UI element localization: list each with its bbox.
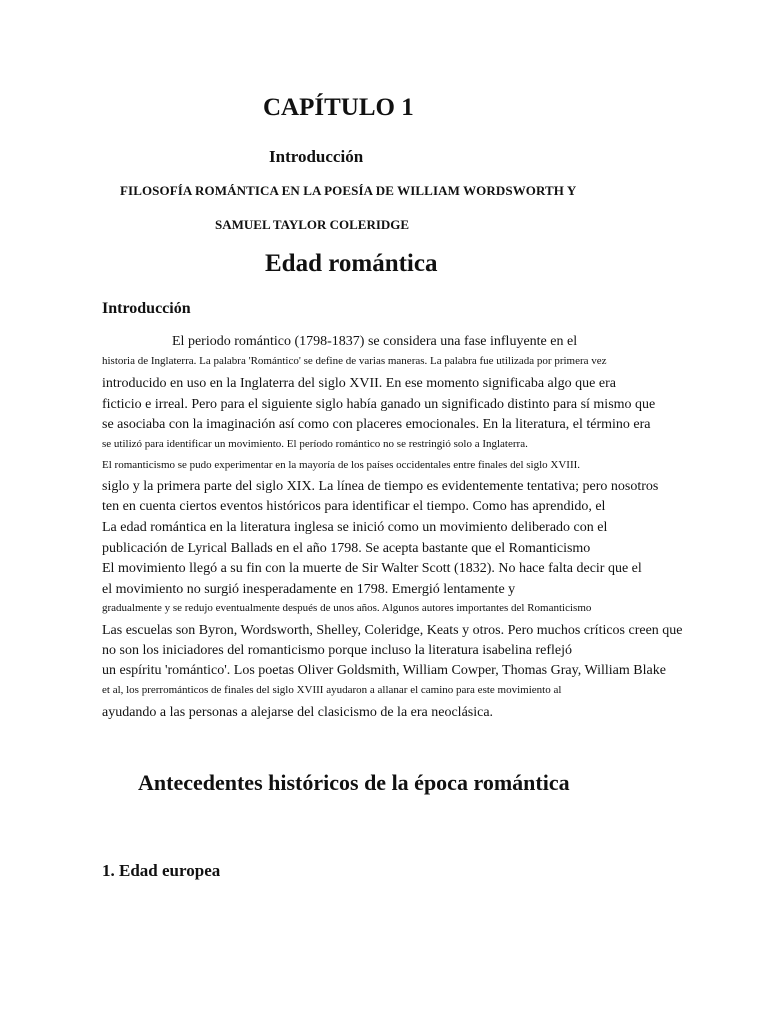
body-line: gradualmente y se redujo eventualmente después de unos años. Algunos autores importantes del Romanticismo <box>102 602 592 614</box>
thesis-title-line-2: SAMUEL TAYLOR COLERIDGE <box>215 217 410 232</box>
body-line: ten en cuenta ciertos eventos históricos para identificar el tiempo. Como has aprendido, el <box>102 499 606 514</box>
body-line: introducido en uso en la Inglaterra del siglo XVII. En ese momento significaba algo que era <box>102 376 616 391</box>
body-line: ficticio e irreal. Pero para el siguiente siglo había ganado un significado distinto para sí mismo que <box>102 397 656 412</box>
body-line: et al, los prerrománticos de finales del siglo XVIII ayudaron a allanar el camino para este movimiento al <box>102 684 562 696</box>
body-line: El romanticismo se pudo experimentar en la mayoría de los países occidentales entre finales del siglo XVIII. <box>102 459 581 471</box>
section-title: Edad romántica <box>265 250 438 277</box>
body-line: El movimiento llegó a su fin con la muerte de Sir Walter Scott (1832). No hace falta decir que el <box>102 561 642 576</box>
chapter-subtitle: Introducción <box>269 147 364 166</box>
body-line: no son los iniciadores del romanticismo porque incluso la literatura isabelina reflejó <box>102 643 573 658</box>
subsection-heading: 1. Edad europea <box>102 861 221 880</box>
chapter-title: CAPÍTULO 1 <box>263 94 414 121</box>
body-line: El periodo romántico (1798-1837) se considera una fase influyente en el <box>172 334 578 349</box>
body-line: ayudando a las personas a alejarse del clasicismo de la era neoclásica. <box>102 705 494 720</box>
antecedentes-heading: Antecedentes históricos de la época romántica <box>138 770 570 795</box>
body-line: el movimiento no surgió inesperadamente en 1798. Emergió lentamente y <box>102 582 516 597</box>
intro-heading: Introducción <box>102 300 191 317</box>
thesis-title-line-1: FILOSOFÍA ROMÁNTICA EN LA POESÍA DE WILLIAM WORDSWORTH Y <box>120 183 577 198</box>
body-line: un espíritu 'romántico'. Los poetas Oliver Goldsmith, William Cowper, Thomas Gray, William Blake <box>102 663 666 678</box>
body-line: historia de Inglaterra. La palabra 'Romántico' se define de varias maneras. La palabra fue utilizada por primera vez <box>102 355 607 367</box>
body-line: Las escuelas son Byron, Wordsworth, Shelley, Coleridge, Keats y otros. Pero muchos críticos creen que <box>102 623 683 638</box>
body-line: siglo y la primera parte del siglo XIX. La línea de tiempo es evidentemente tentativa; pero nosotros <box>102 479 659 494</box>
body-line: se utilizó para identificar un movimiento. El período romántico no se restringió solo a Inglaterra. <box>102 438 528 450</box>
body-line: publicación de Lyrical Ballads en el año 1798. Se acepta bastante que el Romanticismo <box>102 541 591 556</box>
body-line: La edad romántica en la literatura inglesa se inició como un movimiento deliberado con el <box>102 520 608 535</box>
body-line: se asociaba con la imaginación así como con placeres emocionales. En la literatura, el término era <box>102 417 651 432</box>
